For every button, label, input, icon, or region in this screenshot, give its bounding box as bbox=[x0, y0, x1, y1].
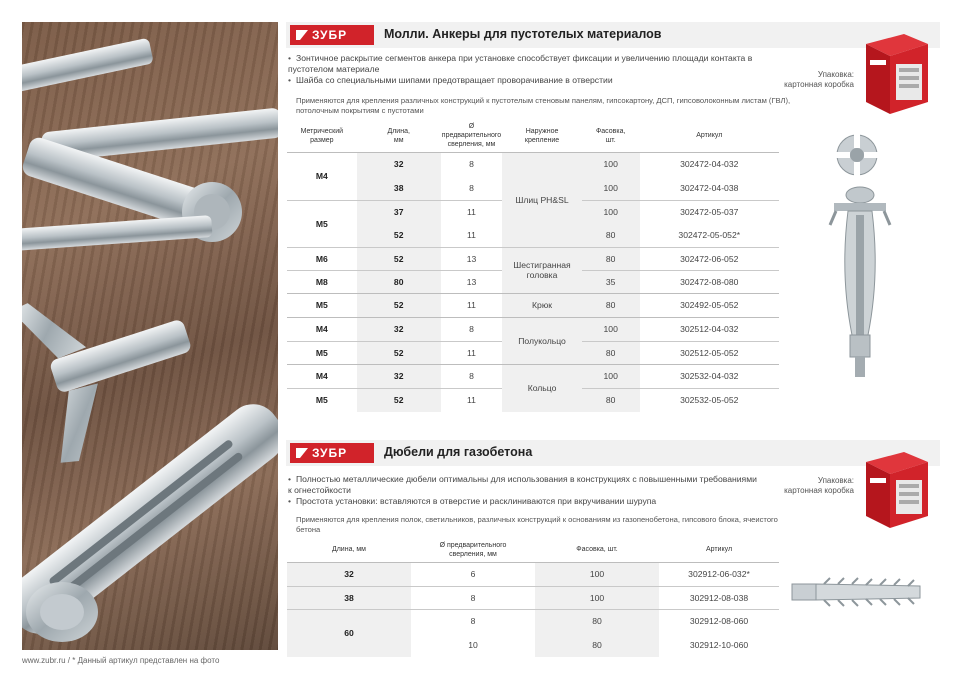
col-header-mount: Наружное крепление bbox=[524, 127, 560, 144]
col-header-drill: Ø предварительного сверления, мм bbox=[439, 541, 507, 558]
molly-anchor-image bbox=[826, 185, 894, 380]
col-header-length: Длина, мм bbox=[387, 127, 410, 144]
col-header-article: Артикул bbox=[705, 546, 733, 554]
brand-logo: ЗУБР bbox=[290, 25, 374, 45]
section2-header bbox=[286, 440, 940, 466]
aerated-concrete-dowel-image bbox=[790, 576, 930, 608]
packaging-box-image bbox=[860, 448, 932, 532]
table-row: 52 11 80 302472-05-052* bbox=[287, 223, 779, 247]
bullet-item: • Простота установки: вставляются в отверстие и расклиниваются при вкручивании шурупа bbox=[288, 496, 657, 506]
section1-table bbox=[287, 120, 779, 412]
mount-half-ring: Полукольцо bbox=[502, 317, 582, 364]
logo-mark-icon bbox=[295, 447, 309, 459]
footer-note: www.zubr.ru / * Данный артикул представлен на фото bbox=[22, 656, 220, 665]
table-row: М6 52 13 Шестигранная головка 80 302472-06-052 bbox=[287, 247, 779, 270]
table-row: 38 8 100 302472-04-038 bbox=[287, 176, 779, 200]
table-header-row bbox=[287, 120, 779, 152]
table-row: 60 8 80 302912-08-060 bbox=[287, 609, 779, 633]
table-row: 38 8 100 302912-08-038 bbox=[287, 586, 779, 609]
packaging-box-image bbox=[860, 30, 932, 118]
table-row: 10 80 302912-10-060 bbox=[287, 633, 779, 657]
section2-bullet-list bbox=[288, 474, 758, 507]
bullet-item: • Шайба со специальными шипами предотвращает проворачивание в отверстии bbox=[288, 75, 613, 85]
table-row: М4 32 8 Кольцо 100 302532-04-032 bbox=[287, 364, 779, 388]
mount-ring: Кольцо bbox=[502, 364, 582, 412]
mount-hex: Шестигранная головка bbox=[502, 247, 582, 293]
product-photo bbox=[22, 22, 278, 650]
section1-title: Молли. Анкеры для пустотелых материалов bbox=[384, 27, 662, 41]
section1-note: Применяются для крепления различных конструкций к пустотелым стеновым панелям, гипсокартону, ДСП, гипсоволоконным листам (ГВЛ), потолочным покрытиям с пустотами bbox=[296, 96, 791, 115]
col-header-length: Длина, мм bbox=[331, 546, 366, 554]
col-header-pack: Фасовка, шт. bbox=[576, 546, 618, 554]
col-header-drill: Ø предварительного сверления, мм bbox=[441, 123, 502, 149]
col-header-article: Артикул bbox=[696, 132, 723, 140]
col-header-size: Метрический размер bbox=[300, 127, 344, 144]
section1-packaging: Упаковка: картонная коробка bbox=[784, 70, 854, 89]
section1-bullet-list bbox=[288, 53, 758, 86]
table-row: М4 32 8 Полукольцо 100 302512-04-032 bbox=[287, 317, 779, 341]
section2-note: Применяются для крепления полок, светильников, различных конструкций к основаниям из газопенобетона, гипсового блока, ячеистого бетона bbox=[296, 515, 778, 534]
table-row: М5 52 11 80 302532-05-052 bbox=[287, 388, 779, 412]
bullet-item: • Полностью металлические дюбели оптимальны для использования в конструкциях с повышенными требованиями к огнестойкости bbox=[288, 474, 757, 495]
brand-logo: ЗУБР bbox=[290, 443, 374, 463]
table-row: М8 80 13 35 302472-08-080 bbox=[287, 270, 779, 293]
table-row: М5 52 11 Крюк 80 302492-05-052 bbox=[287, 293, 779, 317]
section1-header bbox=[286, 22, 940, 48]
logo-mark-icon bbox=[295, 29, 309, 41]
table-row: М5 37 11 100 302472-05-037 bbox=[287, 200, 779, 223]
section2-title: Дюбели для газобетона bbox=[384, 445, 533, 459]
col-header-pack: Фасовка, шт. bbox=[595, 127, 626, 144]
section2-table bbox=[287, 538, 779, 657]
anchor-washer-image bbox=[832, 130, 882, 180]
table-header-row bbox=[287, 538, 779, 562]
section2-packaging: Упаковка: картонная коробка bbox=[784, 476, 854, 495]
table-row: М5 52 11 80 302512-05-052 bbox=[287, 341, 779, 364]
table-row: М4 32 8 Шлиц PH&SL 100 302472-04-032 bbox=[287, 152, 779, 176]
mount-hook: Крюк bbox=[502, 293, 582, 317]
mount-phsl: Шлиц PH&SL bbox=[502, 152, 582, 247]
bullet-item: • Зонтичное раскрытие сегментов анкера при установке способствует фиксации и увеличению площади контакта в пустотелом материале bbox=[288, 53, 753, 74]
table-row: 32 6 100 302912-06-032* bbox=[287, 562, 779, 586]
